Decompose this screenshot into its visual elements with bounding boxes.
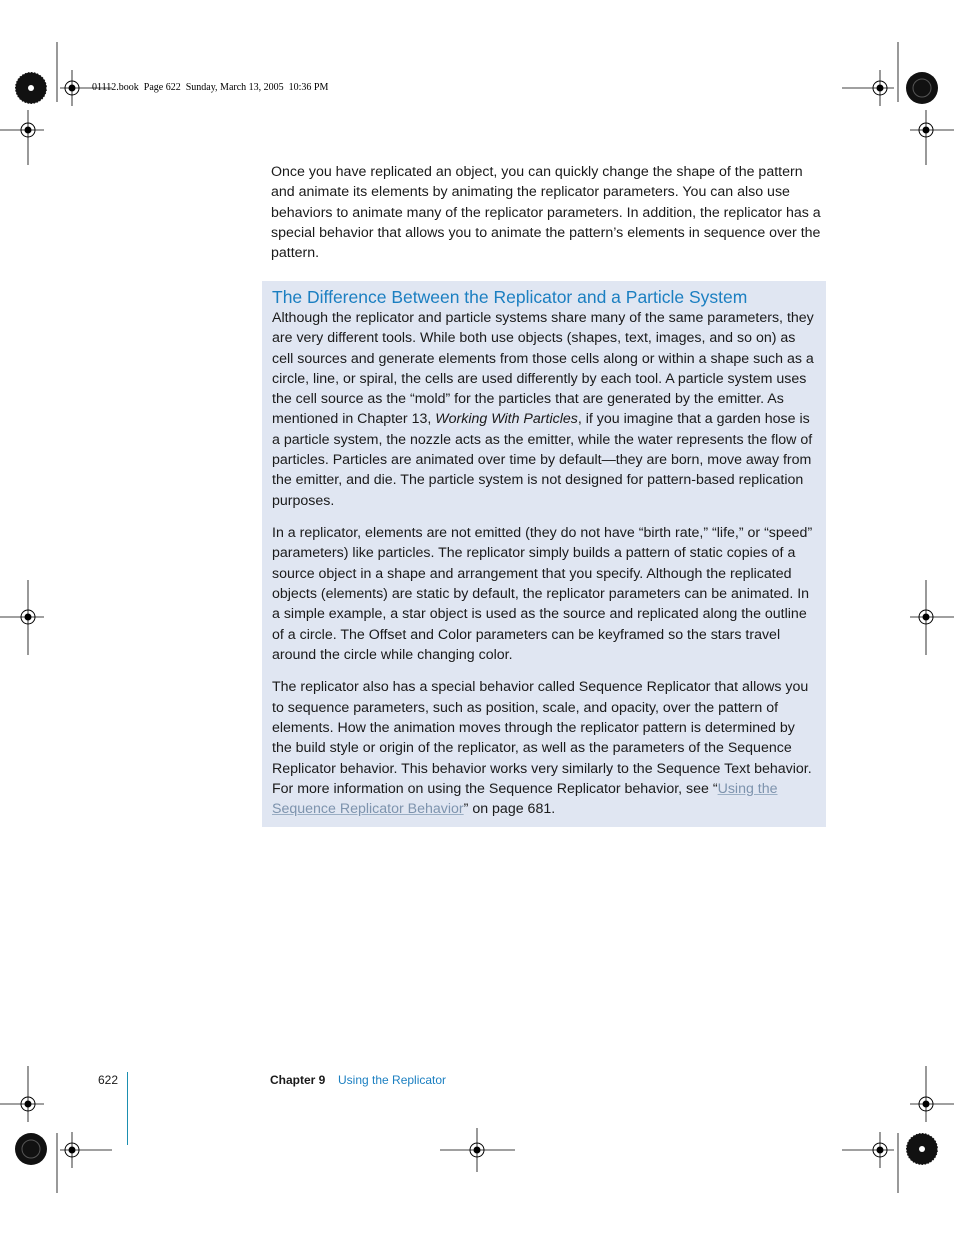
sidebar-title: The Difference Between the Replicator and a Particle System [272,287,748,307]
sidebar-paragraph-3-text-end: ” on page 681. [463,801,556,818]
sidebar-paragraph-3-text: The replicator also has a special behavior called Sequence Replicator that allows you to sequence parameters, such as position, scale, and opacity, over the pattern of elements. How the animation moves through the replicator pattern is determined by the build style or origin of the replicator, as well as the parameters of the Sequence Replicator behavior. This behavior works very similarly to the Sequence Text behavior. For more information on using the Sequence Replicator behavior, see “ [272,679,812,797]
sidebar-paragraph-1-text: Although the replicator and particle systems share many of the same parameters, they are very different tools. While both use objects (shapes, text, images, and so on) as cell sources and generate elements from those cells along or within a shape such as a circle, line, or spiral, the cells are used differently by each tool. A particle system uses the cell source as the “mold” for the particles that are generated by the emitter. As mentioned in Chapter 13, [272,310,814,428]
sidebar-paragraph-1-text-end: , if you imagine that a garden hose is a particle system, the nozzle acts as the emitter, while the water represents the flow of particles. Particles are animated over time by default—they are born, move away from the emitter, and die. The particle system is not designed for pattern-based replication purposes. [272,411,813,509]
footer-chapter-title: Using the Replicator [338,1073,447,1087]
sequence-replicator-link[interactable]: Using the Sequence Replicator Behavior [272,780,778,818]
footer-divider [127,1072,128,1145]
sidebar-paragraph-2: In a replicator, elements are not emitted (they do not have “birth rate,” “life,” or “speed” parameters) like particles. The replicator simply builds a pattern of static copies of a source object in a shape and arrangement that you specify. Although the replicated objects (elements) are static by default, the replicator parameters can be animated. In a simple example, a star object is used as the source and replicated along the outline of a circle. The Offset and Color parameters can be keyframed so the stars travel around the circle while changing color. [272,525,813,663]
sidebar-paragraph-3 [272,677,816,819]
chapter-reference-italic: Working With Particles [435,411,578,428]
print-job-header: 01112.book Page 622 Sunday, March 13, 2005 10:36 PM [92,82,329,93]
page-number: 622 [98,1073,119,1087]
intro-paragraph: Once you have replicated an object, you can quickly change the shape of the pattern and animate its elements by animating the replicator parameters. You can also use behaviors to animate many of the replicator parameters. In addition, the replicator has a special behavior that allows you to animate the pattern’s elements in sequence over the pattern. [271,164,821,262]
sidebar-note-box [262,281,826,827]
footer-chapter-label: Chapter 9 [270,1073,326,1087]
sidebar-paragraph-1 [272,308,816,511]
